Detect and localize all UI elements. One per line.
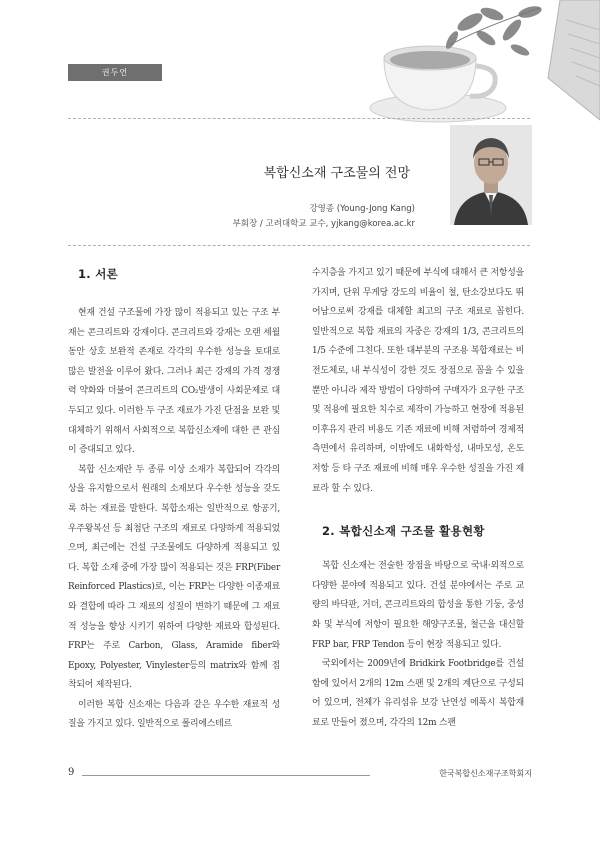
paragraph: 현재 건설 구조물에 가장 많이 적용되고 있는 구조 부재는 콘크리트와 강재이다. 콘크리트와 강재는 오랜 세월동안 상호 보완적 존재로 각각의 우수한 성능을 토대로 많은 발전을 이루어 왔다. 그러나 최근 강재의 가격 경쟁력 약화와 더불어 콘크리트의 CO₂발생이 사회문제로 대두되고 있다. 이러한 두 구조 재료가 가진 단점을 보완 및 대체하기 위해서 사회적으로 복합신소재에 대한 큰 관심이 증대되고 있다. xyxy=(68,308,280,456)
paragraph: 이러한 복합 신소재는 다음과 같은 우수한 재료적 성질을 가지고 있다. 일반적으로 폴리에스테르 xyxy=(68,699,280,730)
page-number: 9 xyxy=(68,767,75,778)
paragraph-continuation: 수지층을 가지고 있기 때문에 부식에 대해서 큰 저항성을 가지며, 단위 무게당 강도의 비율이 철, 탄소강보다도 뛰어남으로써 강재를 대체할 최고의 구조 재료로 꼽힌다. 일반적으로 복합 재료의 자중은 강재의 1/3, 콘크리트의 1/5 수준에 그친다. 또한 대부분의 구조용 복합재료는 비전도체로, 내 부식성이 강한 것도 장점으로 꼽을 수 있을 뿐만 아니라 제작 방법이 다양하여 구매자가 요구한 구조 및 적용에 필요한 치수로 제작이 가능하고 현장에 적용된 이후유지 관리 비용도 기존 재료에 비해 저렴하여 경제적 측면에서 유리하며, 이밖에도 내화학성, 내마모성, 온도 저항 등 타 구조 재료에 비해 매우 우수한 성질을 가진 재료라 할 수 있다. xyxy=(312,268,524,494)
right-column xyxy=(312,264,524,733)
section-tag: 권두언 xyxy=(68,64,162,81)
journal-name: 한국복합신소재구조학회지 xyxy=(439,769,532,778)
author-portrait-image xyxy=(450,125,532,225)
article-title: 복합신소재 구조물의 전망 xyxy=(263,166,410,181)
paragraph: 복합 신소재는 전술한 장점을 바탕으로 국내·외적으로 다양한 분야에 적용되고 있다. 건설 분야에서는 주로 교량의 바닥판, 거더, 콘크리트와의 합성을 통한 기둥, 중성화 및 부식에 저항이 필요한 해양구조물, 철근을 대신할 FRP bar, FRP Tendon 등이 현장 적용되고 있다. xyxy=(312,561,524,650)
author-name: 강영종 (Young-Jong Kang) xyxy=(309,204,415,214)
section-heading-applications: 2. 복합신소재 구조물 활용현황 xyxy=(322,524,485,539)
header-divider xyxy=(68,118,530,119)
author-affiliation: 부회장 / 고려대학교 교수, yjkang@korea.ac.kr xyxy=(232,219,415,229)
left-column xyxy=(68,264,280,735)
author-photo xyxy=(450,125,532,225)
paragraph: 복합 신소재란 두 종류 이상 소재가 복합되어 각각의 상을 유지함으로서 원래의 소재보다 우수한 성능을 갖도록 하는 재료를 말한다. 복합소재는 일반적으로 항공기, 우주왕복선 등 최첨단 구조의 재료로 다양하게 적용되었으며, 최근에는 건설 구조물에도 다양하게 적용되고 있다. 복합 소재 중에 가장 많이 적용되는 것은 FRP(Fiber Reinforced Plastics)로, 이는 FRP는 다양한 이종재료와 결합에 따라 그 재료의 성질이 변하기 때문에 그 재료적 성능을 향상 시키기 위하여 다양한 재료와 합성된다. FRP는 주로 Carbon, Glass, Aramide fiber와 Epoxy, Polyester, Vinylester등의 matrix와 함께 접착되어 제작된다. xyxy=(68,464,280,691)
title-divider xyxy=(68,245,530,246)
section-heading-introduction: 1. 서론 xyxy=(78,267,119,281)
footer-rule xyxy=(82,775,370,776)
paragraph: 국외에서는 2009년에 Bridkirk Footbridge를 건설함에 있어서 2개의 12m 스팬 및 2개의 계단으로 구성되어 있으며, 전체가 유리섬유 보강 난연성 에폭시 복합재료로 만들어 졌으며, 각각의 12m 스팬 xyxy=(312,659,524,728)
